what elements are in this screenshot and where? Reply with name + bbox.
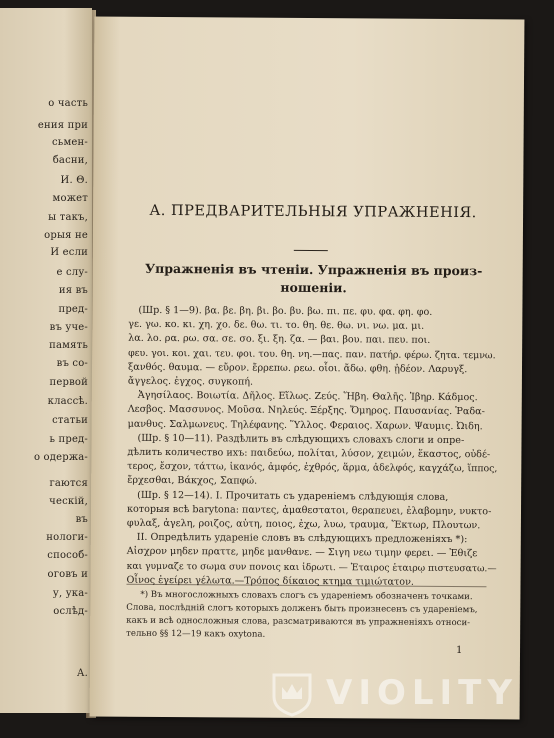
- page-content: [126, 17, 510, 657]
- left-page-line: память: [49, 340, 88, 351]
- section-title-line-2: ношеніи.: [280, 279, 347, 296]
- body-line: τερος, ἔσχον, τάττω, ἱκανός, ἀμφός, ἐχθρός, ἅρμα, ἀδελφός, καγχάζω, ἵππος,: [127, 460, 498, 475]
- left-page-line: сьмен-: [52, 137, 88, 148]
- footnote-line: *) Въ многосложныхъ словахъ слогъ съ удареніемъ обозначенъ точками.: [140, 589, 473, 603]
- body-line: дѣлить количество ихъ: παιδεύω, πολίται, λύσον, χειμών, ἕκαστος, οὐδέ-: [127, 446, 491, 461]
- left-page: [0, 8, 92, 713]
- footnote-line: тельно §§ 12—19 какъ oxytona.: [126, 628, 266, 640]
- body-line: Ἀγησίλαος. Βοιωτία. Δῆλος. Εἵλως. Ζεύς. Ἥβη. Θαλῆς. Ἰβηρ. Κάδμος.: [137, 390, 478, 404]
- body-line: ἔρχεσθαι, Βάκχος, Σαπφώ.: [127, 475, 258, 488]
- footnote-line: Слова, послѣдній слогъ которыхъ долженъ быть произнесенъ съ удареніемъ,: [126, 602, 478, 616]
- body-line: Αἰσχρον μηδεν πραττε, μηδε μανθανε. — Σιγη νεω τιμην φερει. — Ἐθιζε: [126, 546, 478, 560]
- left-page-line: ия въ: [58, 285, 88, 296]
- left-page-line: е слу-: [56, 267, 88, 278]
- body-line: ἄγγελος. ἐγχος. συγκοπή.: [127, 375, 254, 388]
- left-page-line: ческій,: [49, 496, 88, 507]
- left-page-line: нологи-: [46, 532, 88, 543]
- left-page-line: орыя не: [44, 230, 88, 241]
- body-line: (Шр. § 1—9). βα. βε. βη. βι. βο. βυ. βω. πι. πε. φυ. φα. φη. φο.: [138, 304, 433, 318]
- left-page-line: И. Θ.: [60, 175, 88, 186]
- chapter-title: А. ПРЕДВАРИТЕЛЬНЫЯ УПРАЖНЕНІЯ.: [149, 202, 477, 222]
- body-line: και γυμναζε το σωμα συν πονοις και ἱδρωτι. — Ἑταιρος ἑταιρῳ πιστευσατω.—: [126, 560, 497, 574]
- left-page-line: статьи: [52, 415, 88, 426]
- watermark-text: VIOLITY: [326, 673, 518, 713]
- left-page-line: ослѣд-: [53, 606, 88, 617]
- left-page-line: басни,: [52, 155, 88, 166]
- body-line: (Шр. § 12—14). I. Прочитать съ удареніемъ слѣдующія слова,: [137, 489, 449, 503]
- title-rule: [294, 250, 328, 251]
- left-page-line: ения при: [37, 120, 88, 131]
- left-page-line: въ со-: [56, 358, 88, 369]
- body-line: γε. γω. κο. κι. χη. χο. δε. θω. τι. το. θη. θε. θω. νι. νω. μα. μι.: [128, 318, 425, 333]
- left-page-line: ь пред-: [49, 434, 88, 445]
- left-page-line: гаются: [49, 478, 88, 489]
- left-page-line: А.: [76, 668, 88, 679]
- section-title-line-1: Упражненія въ чтеніи. Упражненія въ произ-: [144, 260, 483, 279]
- left-page-line: первой: [49, 377, 88, 388]
- left-page-line: классѣ.: [47, 396, 88, 407]
- left-page-line: может: [52, 193, 88, 204]
- left-page-line: о одержа-: [33, 452, 88, 463]
- crown-shield-icon: [268, 669, 316, 717]
- body-line: ξανθός. θαυμα. — εὔρον. ἔρρεπω. ρεω. οἷοι. ἄδω. φθη. ᾐδέον. Λαρυγξ.: [127, 361, 468, 375]
- body-line: μανθυς. Σαλμωνευς. Τηλέφανης. Ὕλλος. Φεραιος. Χαρων. Ψαυμις. Ὠιδη.: [127, 418, 483, 432]
- body-line: Οἶνος ἐγείρει γέλωτα.—Τρόπος δίκαιος κτημα τιμιώτατον.: [126, 574, 415, 588]
- body-line: φυλαξ, ἀγελη, ροιζος, αὐτη, ποιος, ἐχω, λυω, τραυμα, Ἕκτωρ, Πλουτων.: [126, 517, 481, 532]
- left-page-line: пред-: [58, 304, 88, 315]
- left-page-line: у, ука-: [52, 588, 88, 599]
- page-number: 1: [455, 645, 463, 657]
- left-page-line: въ уче-: [49, 322, 88, 333]
- right-page: [90, 17, 525, 720]
- body-line: Λεσβος. Μασσυνος. Μοῦσα. Νηλεύς. Ξέρξης. Ὄμηρος. Παυσανίας. Ῥαδα-: [127, 404, 485, 418]
- watermark: [268, 668, 538, 718]
- left-page-line: ы такъ,: [48, 212, 88, 223]
- body-line: которыя всѣ barytona: παντες, ἀμαθεστατοι, θεραπευει, ἐλαβομην, νυκτο-: [126, 503, 492, 518]
- left-page-line: о часть: [48, 98, 88, 109]
- left-page-line: И если: [50, 247, 88, 258]
- footnote-line: какъ и всѣ односложныя слова, разсматриваются въ упражненіяхъ относи-: [126, 615, 471, 629]
- body-line: (Шр. § 10—11). Раздѣлить въ слѣдующихъ словахъ слоги и опре-: [137, 432, 465, 446]
- left-page-line: въ: [75, 514, 88, 525]
- body-line: φευ. γοι. κοι. χαι. τευ. φοι. του. θη. νη.—πας. παν. πατήρ. φέρω. ζητα. τεμνω.: [128, 347, 496, 361]
- left-page-line: способ-: [47, 550, 88, 561]
- left-page-line: оговъ и: [47, 569, 88, 580]
- body-line: λα. λο. ρα. ρω. σα. σε. σο. ξι. ξη. ζα. — βαι. βου. παι. πευ. ποι.: [128, 333, 431, 347]
- body-line: II. Опредѣлить удареніе словъ въ слѣдующихъ предложеніяхъ *):: [136, 532, 468, 546]
